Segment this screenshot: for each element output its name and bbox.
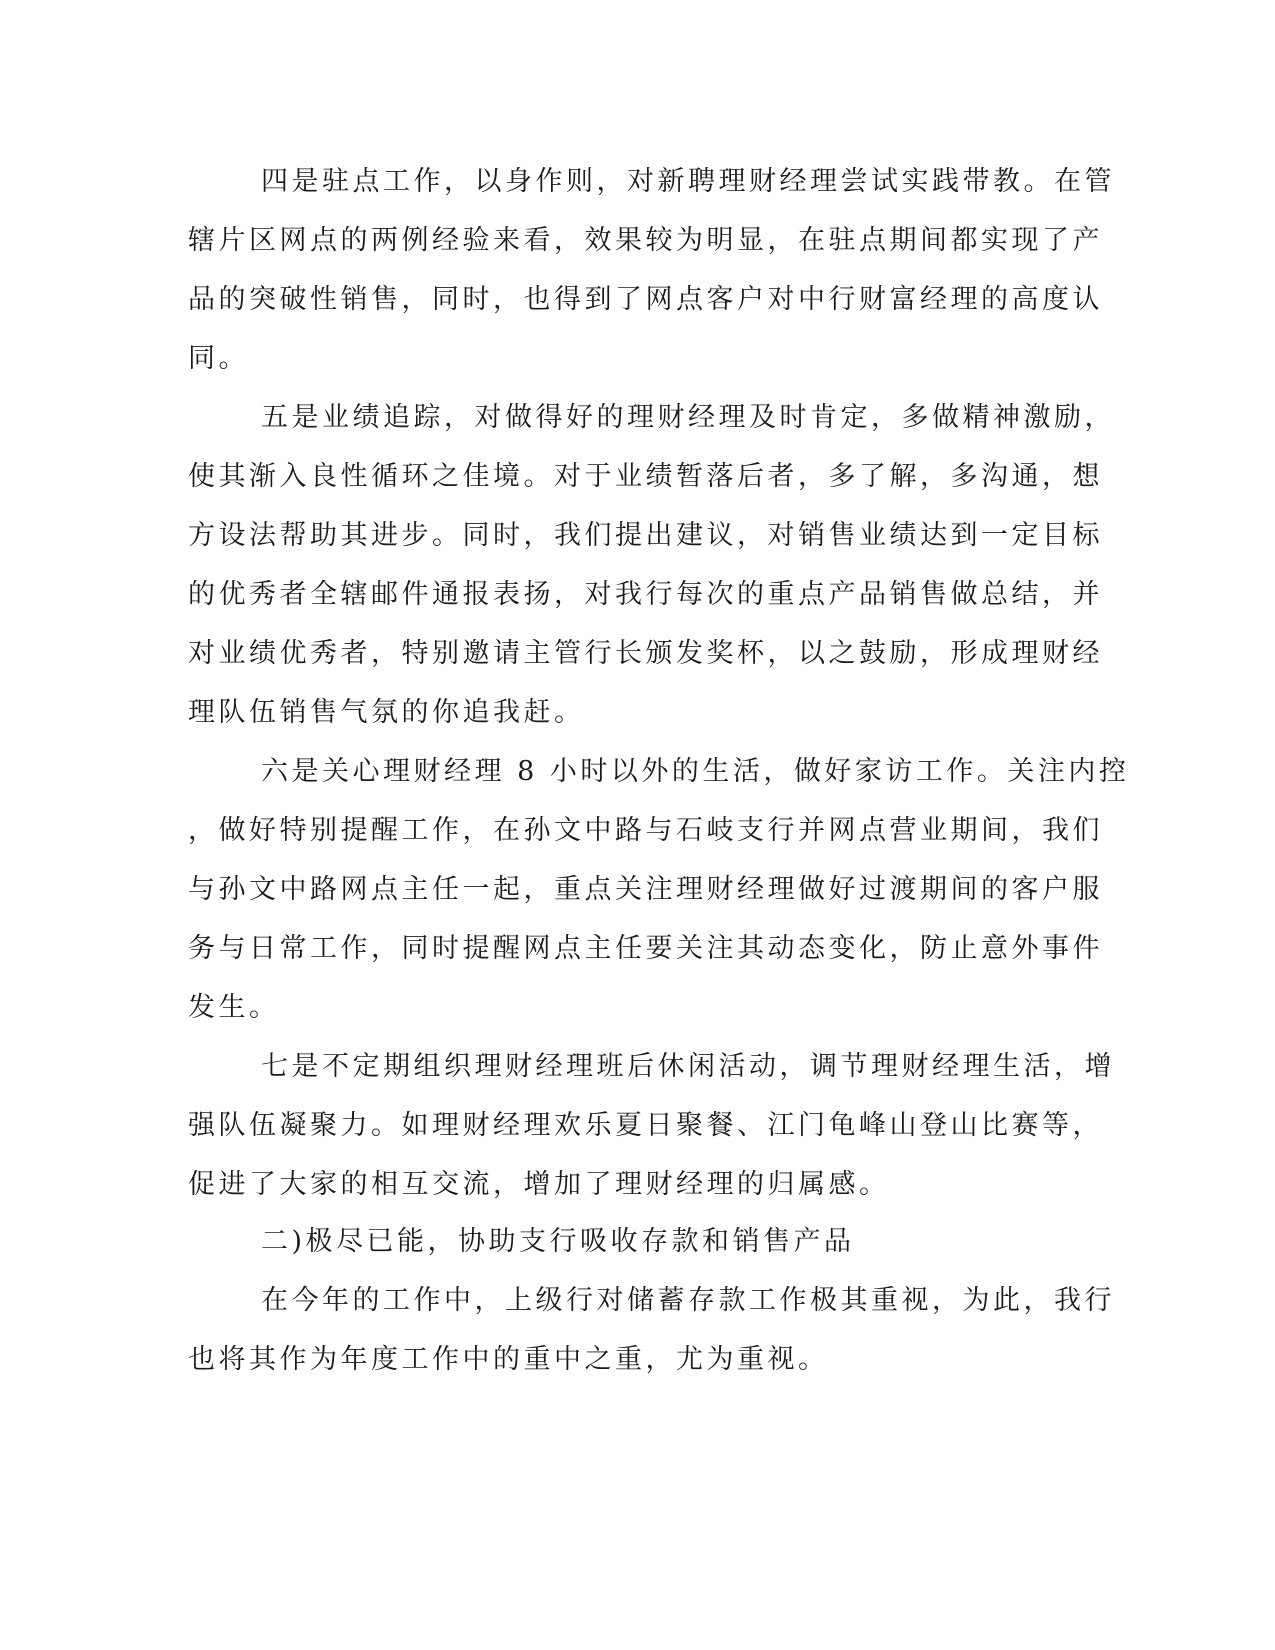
text-line: 六是关心理财经理 8 小时以外的生活，做好家访工作。关注内控 xyxy=(261,756,1130,787)
text-line: 的优秀者全辖邮件通报表扬，对我行每次的重点产品销售做总结，并 xyxy=(188,579,1103,610)
text-line: 也将其作为年度工作中的重中之重，尤为重视。 xyxy=(188,1344,829,1375)
text-line: 强队伍凝聚力。如理财经理欢乐夏日聚餐、江门龟峰山登山比赛等， xyxy=(188,1110,1103,1141)
text-line: 同。 xyxy=(188,343,249,374)
text-line: 在今年的工作中，上级行对储蓄存款工作极其重视，为此，我行 xyxy=(261,1285,1115,1316)
text-line: 务与日常工作，同时提醒网点主任要关注其动态变化，防止意外事件 xyxy=(188,933,1103,964)
text-line: 发生。 xyxy=(188,992,280,1023)
section-heading: 二)极尽已能，协助支行吸收存款和销售产品 xyxy=(261,1226,855,1257)
text-line: 七是不定期组织理财经理班后休闲活动，调节理财经理生活，增 xyxy=(261,1051,1115,1082)
text-line: 理队伍销售气氛的你追我赶。 xyxy=(188,697,585,728)
text-line: ，做好特别提醒工作，在孙文中路与石岐支行并网点营业期间，我们 xyxy=(188,815,1103,846)
text-line: 四是驻点工作，以身作则，对新聘理财经理尝试实践带教。在管 xyxy=(261,166,1115,197)
text-line: 促进了大家的相互交流，增加了理财经理的归属感。 xyxy=(188,1169,890,1200)
text-line: 方设法帮助其进步。同时，我们提出建议，对销售业绩达到一定目标 xyxy=(188,520,1103,551)
text-line: 辖片区网点的两例经验来看，效果较为明显，在驻点期间都实现了产 xyxy=(188,225,1103,256)
text-line: 与孙文中路网点主任一起，重点关注理财经理做好过渡期间的客户服 xyxy=(188,874,1103,905)
text-line: 使其渐入良性循环之佳境。对于业绩暂落后者，多了解，多沟通，想 xyxy=(188,461,1103,492)
text-line: 五是业绩追踪，对做得好的理财经理及时肯定，多做精神激励， xyxy=(261,402,1115,433)
text-line: 对业绩优秀者，特别邀请主管行长颁发奖杯，以之鼓励，形成理财经 xyxy=(188,638,1103,669)
text-line: 品的突破性销售，同时，也得到了网点客户对中行财富经理的高度认 xyxy=(188,284,1103,315)
